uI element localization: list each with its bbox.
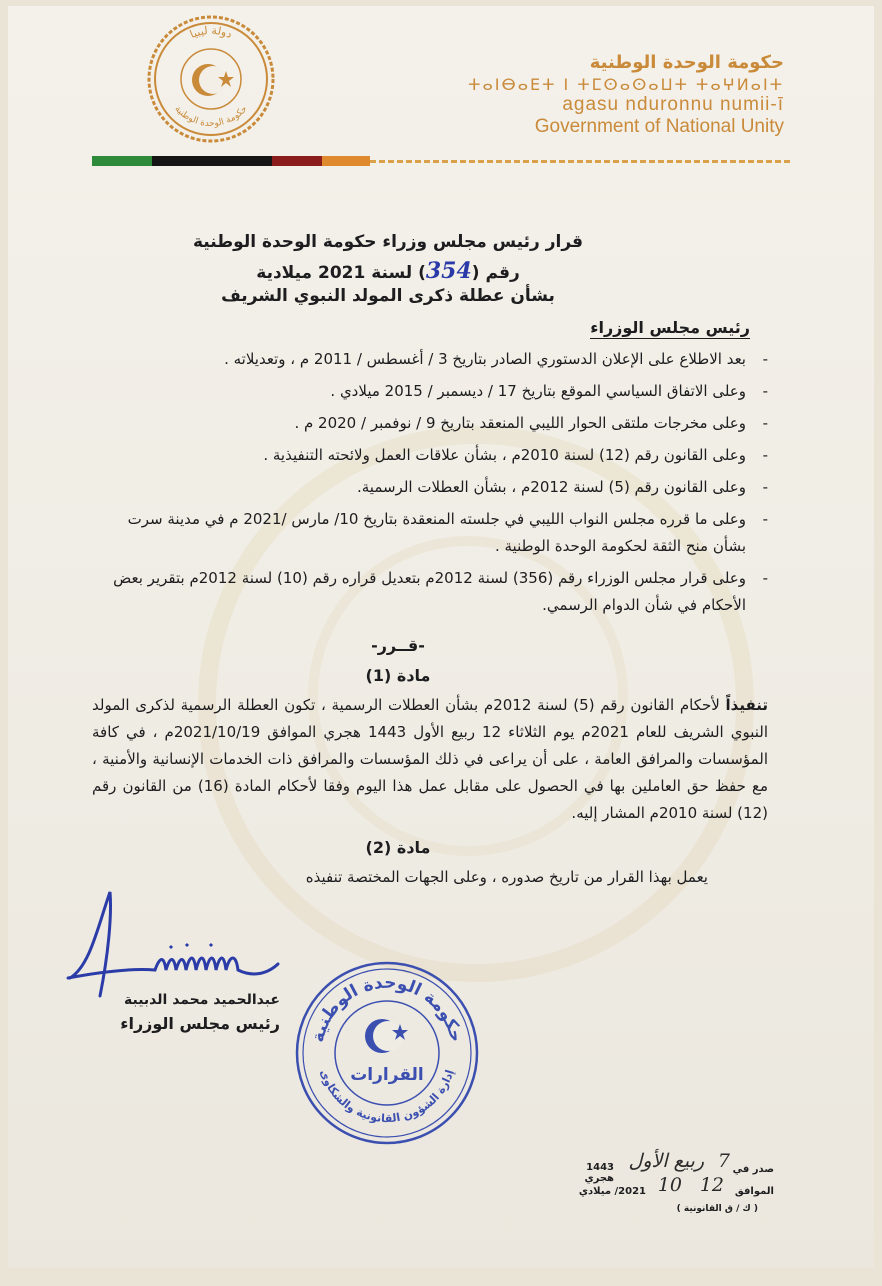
article-1-text: لأحكام القانون رقم (5) لسنة 2012م بشأن العطلات الرسمية ، تكون العطلة الرسمية لذكرى المولد النبوي الشريف للعام 2021م يوم الثلاثاء 12 ربيع الأول 1443 هجري الموافق 2021/10/19م ، في كافة المؤسسات والمرافق العامة ، على أن يراعى في ذلك المؤسسات والمرافق ذات الخدمات الإنسانية والأمنية ، مع حفظ حق العاملين بها في الحصول على مقابل عمل هذا اليوم وفقا لأحكام المادة (16) من القانون رقم (12) لسنة 2010م المشار إليه. bbox=[92, 696, 769, 822]
letterhead-english: Government of National Unity bbox=[534, 116, 784, 137]
letterhead-arabic: حكومة الوحدة الوطنية bbox=[589, 52, 784, 73]
signatory-title: رئيس مجلس الوزراء bbox=[120, 1014, 280, 1033]
svg-text:دولة ليبيا bbox=[188, 24, 234, 41]
stamp-center-text: القرارات bbox=[350, 1065, 424, 1085]
decree-title-line1: قرار رئيس مجلس وزراء حكومة الوحدة الوطنية bbox=[192, 232, 584, 252]
preamble-clause: - وعلى ما قرره مجلس النواب الليبي في جلسته المنعقدة بتاريخ 10/ مارس /2021 م في مدينة سرت بشأن منح الثقة لحكومة الوحدة الوطنية . bbox=[92, 506, 768, 560]
hijri-day: 7 bbox=[717, 1150, 730, 1172]
letterhead bbox=[468, 52, 784, 138]
issuer-heading: رئيس مجلس الوزراء bbox=[590, 318, 750, 337]
decree-number-suffix: ) لسنة 2021 ميلادية bbox=[256, 263, 426, 283]
issue-footer-code: ( ك / ق القانونية ) bbox=[676, 1204, 758, 1214]
preamble-clause: - وعلى مخرجات ملتقى الحوار الليبي المنعقد بتاريخ 9 / نوفمبر / 2020 م . bbox=[92, 410, 768, 437]
gregorian-year: 2021/ ميلادي bbox=[578, 1186, 646, 1197]
signatory-name: عبدالحميد محمد الدبيبة bbox=[124, 992, 280, 1008]
hijri-year: 1443 هجري bbox=[584, 1162, 614, 1184]
preamble-clause: - وعلى القانون رقم (5) لسنة 2012م ، بشأن العطلات الرسمية. bbox=[92, 474, 768, 501]
issued-label: صدر في bbox=[732, 1164, 774, 1175]
hijri-month: ربيع الأول bbox=[628, 1150, 704, 1172]
letterhead-tifinagh: ⵜⴰⵏⴱⴰⴹⵜ ⵏ ⵜⵎⵙⴰⵙⴰⵡⵜ ⵜⴰⵖⵍⴰⵏⵜ bbox=[468, 75, 784, 94]
letterhead-berber-latin: agasu nduronnu numii-ī bbox=[562, 94, 784, 115]
government-emblem bbox=[146, 14, 276, 144]
stamp-ring-top-text: حكومة الوحدة الوطنية bbox=[307, 972, 467, 1045]
article-1-lead: تنفيذاً bbox=[725, 696, 768, 714]
preamble-clause: - وعلى الاتفاق السياسي الموقع بتاريخ 17 / ديسمبر / 2015 ميلادي . bbox=[92, 378, 768, 405]
issue-gregorian-row bbox=[554, 1174, 774, 1200]
stamp-ring-bottom-text: إدارة الشؤون القانونية والشكاوى bbox=[317, 1067, 457, 1126]
svg-text:حكومة الوحدة الوطنية bbox=[172, 104, 249, 129]
preamble-clause: - بعد الاطلاع على الإعلان الدستوري الصادر بتاريخ 3 / أغسطس / 2011 م ، وتعديلاته . bbox=[92, 346, 768, 373]
article-1-body bbox=[92, 692, 768, 827]
article-2-body: يعمل بهذا القرار من تاريخ صدوره ، وعلى الجهات المختصة تنفيذه bbox=[305, 868, 708, 886]
handwritten-signature bbox=[60, 886, 290, 1006]
gregorian-month: 12 bbox=[699, 1174, 724, 1196]
preamble-clauses bbox=[92, 346, 768, 624]
preamble-clause: - وعلى القانون رقم (12) لسنة 2010م ، بشأن علاقات العمل ولائحته التنفيذية . bbox=[92, 442, 768, 469]
article-2-title: مادة (2) bbox=[365, 838, 431, 857]
emblem-top-text: دولة ليبيا bbox=[187, 23, 235, 42]
gregorian-day: 10 bbox=[657, 1174, 682, 1196]
decree-number-prefix: رقم ( bbox=[471, 263, 520, 283]
article-1-title: مادة (1) bbox=[365, 666, 431, 685]
flag-color-band bbox=[92, 156, 792, 166]
official-stamp bbox=[292, 958, 482, 1148]
document-page bbox=[8, 6, 874, 1268]
decree-title-line3: بشأن عطلة ذكرى المولد النبوي الشريف bbox=[221, 286, 555, 306]
decree-title-line2 bbox=[168, 258, 608, 284]
issue-date-block bbox=[554, 1150, 774, 1214]
decree-number-handwritten: 354 bbox=[425, 258, 472, 284]
corresponding-label: الموافق bbox=[734, 1186, 774, 1197]
decree-label: -قــرر- bbox=[371, 636, 425, 655]
preamble-clause: - وعلى قرار مجلس الوزراء رقم (356) لسنة 2012م بتعديل قراره رقم (10) لسنة 2012م بتقرير بعض الأحكام في شأن الدوام الرسمي. bbox=[92, 565, 768, 619]
signatory-block bbox=[90, 992, 280, 1033]
emblem-bottom-text: حكومة الوحدة الوطنية bbox=[172, 104, 250, 130]
